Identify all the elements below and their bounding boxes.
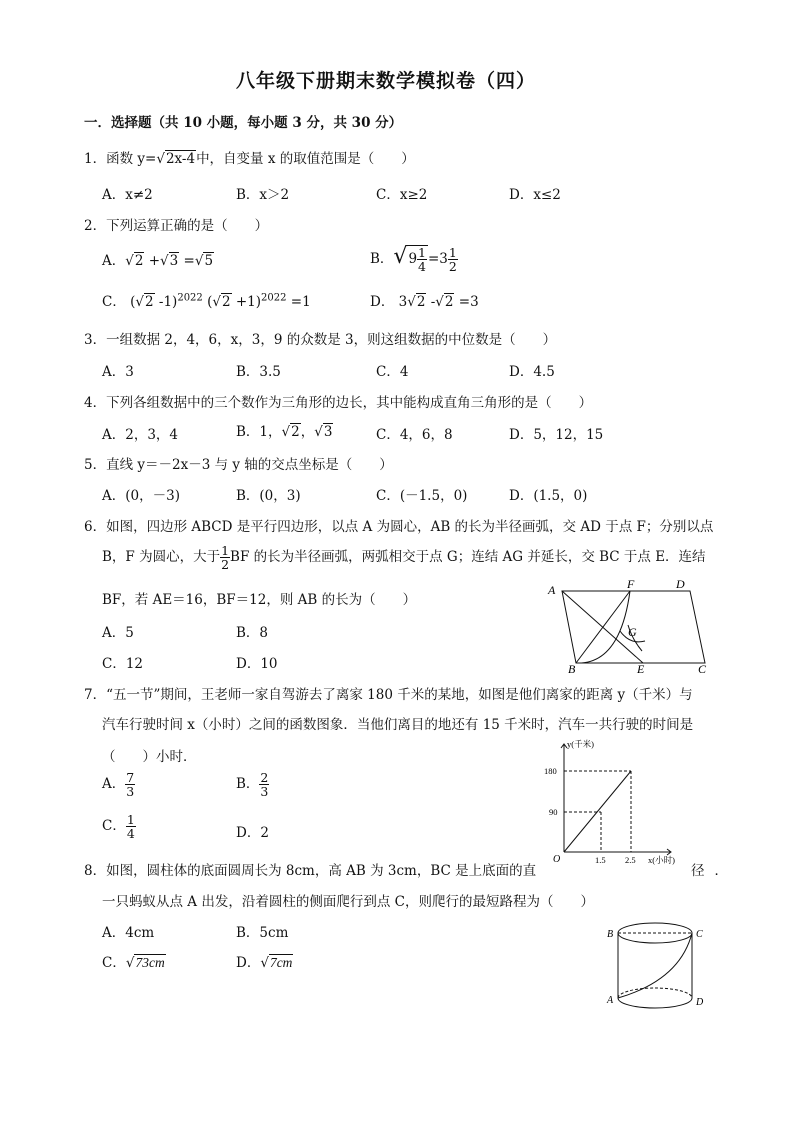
- q8-option-a: A．4cm: [102, 925, 155, 941]
- y-axis-label: y(千米): [567, 739, 594, 749]
- parallelogram-figure: [540, 575, 720, 675]
- label-b: B: [568, 662, 576, 675]
- xtick-1-5: 1.5: [595, 855, 606, 865]
- q6-line2: B，F 为圆心，大于 $\frac{1}{2}$ BF 的长为半径画弧，两弧相交于点 G；连结 AG 并延长，交 BC 于点 E．连结: [102, 543, 706, 573]
- distance-time-graph: [540, 737, 680, 872]
- q2-option-d: D． 3√2 -√2 =3: [370, 294, 479, 310]
- label-d: D: [696, 997, 704, 1008]
- ytick-90: 90: [549, 807, 558, 817]
- label-c: C: [698, 662, 707, 675]
- label-f: F: [627, 577, 635, 591]
- label-a: A: [607, 995, 614, 1006]
- q3-option-b: B．3.5: [236, 364, 281, 380]
- q5-option-b: B．(0，3): [236, 488, 301, 504]
- q1-option-a: A．x≠2: [102, 187, 153, 203]
- q6-line1: 6．如图，四边形 ABCD 是平行四边形，以点 A 为圆心，AB 的长为半径画弧，交 AD 于点 F；分别以点: [84, 519, 714, 535]
- sqrt-sign: √2x-4: [156, 151, 196, 167]
- q5-stem: 5．直线 y＝－2x－3 与 y 轴的交点坐标是（ ）: [84, 457, 393, 473]
- cylinder-figure: [600, 910, 710, 1025]
- q5-option-a: A．(0，－3): [102, 488, 180, 504]
- bottom-back-arc: [618, 988, 692, 998]
- q3-option-a: A．3: [102, 364, 134, 380]
- q1-stem: 1．函数 y=√2x-4中，自变量 x 的取值范围是（ ）: [84, 151, 415, 167]
- origin-label: O: [553, 854, 561, 865]
- q8-option-d: D．√7cm: [236, 955, 293, 971]
- q2-option-a: A．√2 +√3 =√5: [102, 253, 214, 269]
- q5-option-c: C．(－1.5，0): [376, 488, 468, 504]
- q5-option-d: D．(1.5，0): [509, 488, 588, 504]
- q1-option-d: D．x≤2: [509, 187, 561, 203]
- q3-stem: 3．一组数据 2，4，6，x，3，9 的众数是 3，则这组数据的中位数是（ ）: [84, 332, 557, 348]
- q8-line1-end: 径．: [691, 863, 738, 879]
- q6-line3: BF，若 AE＝16，BF＝12，则 AB 的长为（ ）: [102, 592, 417, 608]
- page-title: 八年级下册期末数学模拟卷（四）: [236, 70, 537, 92]
- q8-line2: 一只蚂蚁从点 A 出发，沿着圆柱的侧面爬行到点 C，则爬行的最短路程为（ ）: [102, 894, 594, 910]
- q7-line1: 7．“五一节”期间，王老师一家自驾游去了离家 180 千米的某地，如图是他们离家的距离 y（千米）与: [84, 687, 693, 703]
- q8-option-c: C．√73cm: [102, 955, 165, 971]
- q7-option-b: B． $\frac{2}{3}$: [236, 770, 269, 800]
- label-e: E: [637, 662, 645, 675]
- q6-option-a: A．5: [102, 625, 134, 641]
- ytick-180: 180: [544, 766, 557, 776]
- q8-option-b: B．5cm: [236, 925, 289, 941]
- q4-option-c: C．4，6，8: [376, 427, 453, 443]
- label-b: B: [607, 929, 614, 940]
- q7-option-d: D．2: [236, 825, 269, 841]
- q2-option-c: C． (√2 -1)$^{2022}$ $(√2 +1)^{2022} =1$: [102, 292, 311, 310]
- q7-option-a: A． $\frac{7}{3}$: [102, 770, 135, 800]
- q1-option-c: C．x≥2: [376, 187, 428, 203]
- q4-option-b: B．1，√2，√3: [236, 424, 333, 440]
- q7-line3: （ ）小时．: [102, 749, 197, 765]
- label-g: G: [628, 625, 637, 639]
- label-c: C: [696, 929, 703, 940]
- q4-stem: 4．下列各组数据中的三个数作为三角形的边长，其中能构成直角三角形的是（ ）: [84, 395, 593, 411]
- q1-option-b: B．x＞2: [236, 187, 290, 203]
- q3-option-c: C．4: [376, 364, 409, 380]
- q7-option-c: C． $\frac{1}{4}$: [102, 812, 135, 842]
- label-a: A: [548, 583, 556, 597]
- q2-option-b: B．√9 $\frac{1}{4}$ =3 $\frac{1}{2}$: [370, 244, 457, 274]
- q7-line2: 汽车行驶时间 x（小时）之间的函数图象．当他们离目的地还有 15 千米时，汽车一共行驶的时间是: [102, 717, 694, 733]
- x-axis-label: x(小时): [648, 855, 675, 865]
- xtick-2-5: 2.5: [625, 855, 636, 865]
- q6-option-c: C．12: [102, 656, 144, 672]
- q6-option-d: D．10: [236, 656, 278, 672]
- q3-option-d: D．4.5: [509, 364, 555, 380]
- q6-option-b: B．8: [236, 625, 269, 641]
- q8-line1: 8．如图，圆柱体的底面圆周长为 8cm，高 AB 为 3cm，BC 是上底面的直: [84, 863, 537, 879]
- section-heading: 一．选择题（共 10 小题，每小题 3 分，共 30 分）: [84, 115, 403, 131]
- q2-stem: 2．下列运算正确的是（ ）: [84, 218, 269, 234]
- label-d: D: [676, 577, 685, 591]
- q4-option-a: A．2，3，4: [102, 427, 179, 443]
- q4-option-d: D．5，12，15: [509, 427, 604, 443]
- bottom-front-arc: [618, 998, 692, 1008]
